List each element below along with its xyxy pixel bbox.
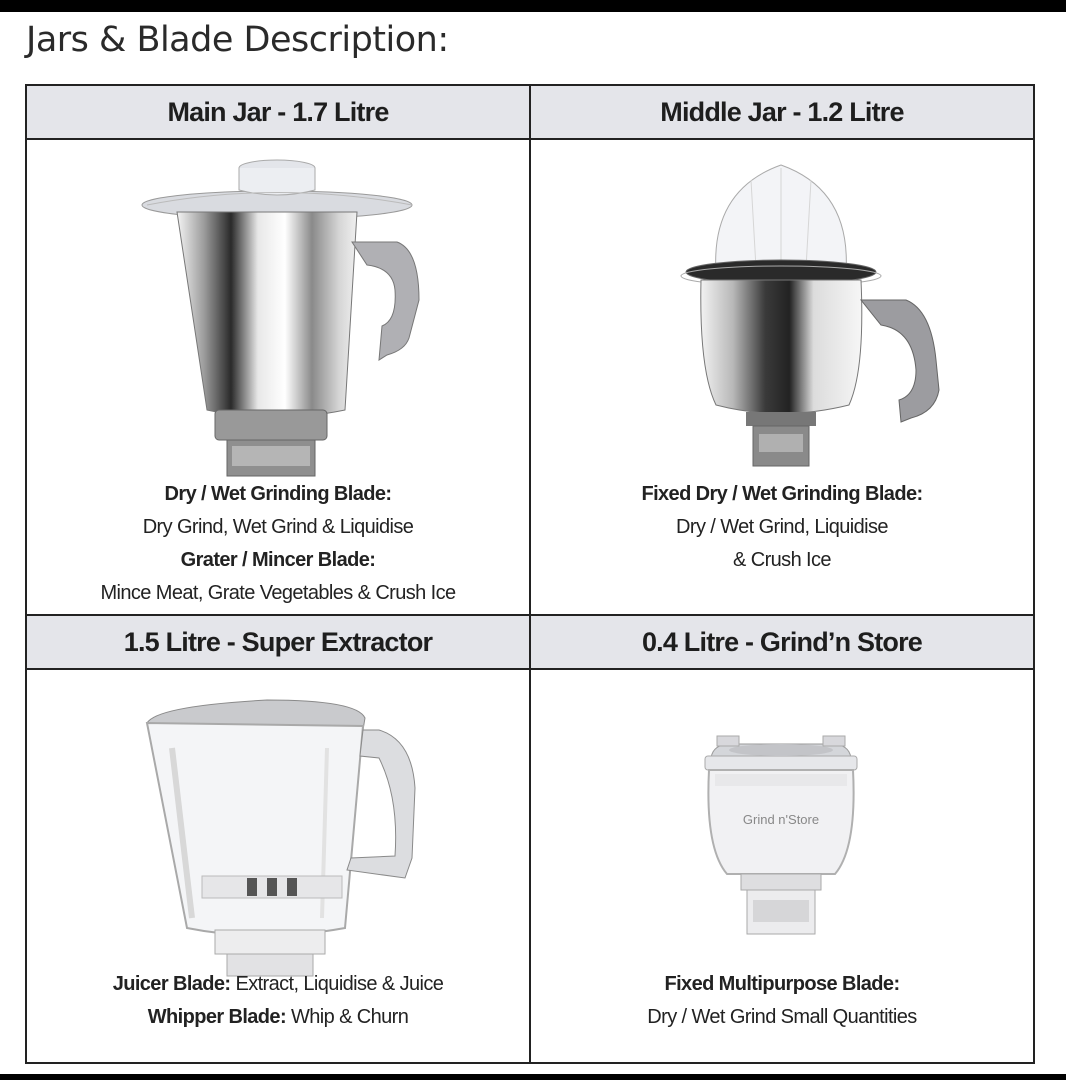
blade-text: Dry / Wet Grind Small Quantities: [647, 1006, 917, 1028]
middle-jar-description: [531, 478, 1033, 577]
transparent-pitcher-jar-icon: [27, 678, 529, 978]
cell-super-extractor: [27, 616, 531, 1062]
jars-table: [25, 84, 1035, 1064]
blade-title: Dry / Wet Grinding Blade:: [164, 483, 392, 505]
blade-title: Fixed Dry / Wet Grinding Blade:: [641, 483, 923, 505]
super-extractor-description: [27, 968, 529, 1034]
grind-store-container-icon: [531, 678, 1033, 978]
blade-text: & Crush Ice: [733, 549, 831, 571]
blade-text: Dry / Wet Grind, Liquidise: [676, 516, 888, 538]
blade-text: Dry Grind, Wet Grind & Liquidise: [142, 516, 414, 538]
main-jar-description: [27, 478, 529, 610]
cell-heading: 0.4 Litre - Grind’n Store: [531, 616, 1033, 670]
bottom-border: [0, 1074, 1066, 1080]
cell-heading: Main Jar - 1.7 Litre: [27, 86, 529, 140]
steel-jar-with-dome-lid-icon: [531, 150, 1033, 490]
grind-n-store-description: [531, 968, 1033, 1034]
page-title: Jars & Blade Description:: [26, 20, 449, 60]
cell-middle-jar: [531, 86, 1033, 616]
blade-text: Extract, Liquidise & Juice: [230, 973, 444, 995]
grind-n-store-label: Grind n'Store: [742, 812, 820, 827]
cell-main-jar: [27, 86, 531, 616]
cell-grind-n-store: [531, 616, 1033, 1062]
top-border: [0, 0, 1066, 12]
blade-text: Mince Meat, Grate Vegetables & Crush Ice: [100, 582, 456, 604]
blade-title: Fixed Multipurpose Blade:: [664, 973, 900, 995]
blade-title: Grater / Mincer Blade:: [180, 549, 376, 571]
stainless-steel-jar-icon: [27, 150, 529, 490]
blade-title: Whipper Blade:: [147, 1006, 287, 1028]
blade-text: Whip & Churn: [286, 1006, 409, 1028]
cell-heading: 1.5 Litre - Super Extractor: [27, 616, 529, 670]
cell-heading: Middle Jar - 1.2 Litre: [531, 86, 1033, 140]
blade-title: Juicer Blade:: [112, 973, 231, 995]
